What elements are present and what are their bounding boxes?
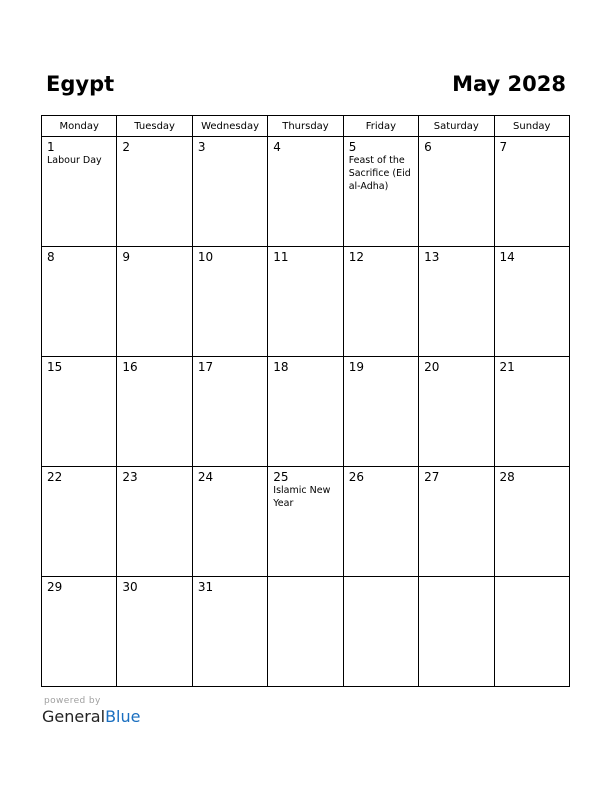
day-cell <box>494 247 569 357</box>
day-number: 29 <box>47 580 63 594</box>
day-cell <box>343 467 418 577</box>
day-cell <box>192 247 267 357</box>
day-number: 26 <box>348 470 364 484</box>
day-number <box>419 577 493 580</box>
day-cell <box>343 577 418 687</box>
day-cell <box>419 137 494 247</box>
week-row <box>42 137 570 247</box>
day-cell <box>343 357 418 467</box>
day-cell <box>494 357 569 467</box>
day-number: 19 <box>348 360 364 374</box>
day-number: 3 <box>197 140 206 154</box>
country-title: Egypt <box>46 72 115 96</box>
month-year-title: May 2028 <box>452 72 566 96</box>
weekday-header: Tuesday <box>117 116 192 137</box>
day-cell <box>343 247 418 357</box>
week-row <box>42 357 570 467</box>
calendar-grid <box>41 115 570 687</box>
day-cell <box>419 467 494 577</box>
day-cell <box>268 467 343 577</box>
weekday-header: Friday <box>343 116 418 137</box>
week-row <box>42 467 570 577</box>
day-cell <box>268 137 343 247</box>
holiday-label: Labour Day <box>47 155 102 166</box>
holiday-label: Islamic New Year <box>273 485 331 509</box>
week-row <box>42 577 570 687</box>
day-cell <box>494 467 569 577</box>
day-cell <box>494 137 569 247</box>
day-cell <box>192 467 267 577</box>
day-number: 13 <box>424 250 440 264</box>
day-number: 22 <box>47 470 63 484</box>
day-cell <box>268 357 343 467</box>
day-cell <box>192 577 267 687</box>
day-number: 14 <box>499 250 515 264</box>
logo-text-blue: Blue <box>105 707 141 726</box>
day-number: 18 <box>273 360 289 374</box>
day-number: 5 <box>348 140 357 154</box>
day-number: 31 <box>197 580 214 594</box>
day-number: 4 <box>273 140 281 154</box>
day-number <box>495 577 569 580</box>
day-number: 9 <box>122 250 131 264</box>
day-cell <box>494 577 569 687</box>
weekday-header: Monday <box>42 116 117 137</box>
day-number: 6 <box>424 140 432 154</box>
day-number: 17 <box>197 360 214 374</box>
day-cell <box>42 247 117 357</box>
weekday-header-row <box>42 116 570 137</box>
day-number: 16 <box>122 360 138 374</box>
logo-text-general: General <box>42 707 106 726</box>
day-number <box>268 577 342 580</box>
day-cell <box>268 577 343 687</box>
day-number: 12 <box>348 250 364 264</box>
day-cell <box>419 357 494 467</box>
day-number: 24 <box>197 470 214 484</box>
day-cell <box>117 357 192 467</box>
holiday-label: Feast of the Sacrifice (Eid al-Adha) <box>348 155 411 192</box>
day-cell <box>42 467 117 577</box>
day-cell <box>117 577 192 687</box>
day-number: 21 <box>499 360 515 374</box>
day-number: 23 <box>122 470 138 484</box>
day-number: 7 <box>499 140 508 154</box>
day-number: 10 <box>197 250 214 264</box>
day-cell <box>343 137 418 247</box>
day-cell <box>42 577 117 687</box>
day-cell <box>117 467 192 577</box>
day-number: 1 <box>47 140 55 154</box>
day-number: 20 <box>424 360 440 374</box>
day-number: 28 <box>499 470 515 484</box>
day-number: 25 <box>273 470 289 484</box>
day-cell <box>192 137 267 247</box>
day-cell <box>419 247 494 357</box>
day-number: 30 <box>122 580 138 594</box>
day-number: 27 <box>424 470 440 484</box>
day-cell <box>42 357 117 467</box>
day-number <box>344 577 418 580</box>
footer-branding <box>42 696 140 727</box>
day-cell <box>192 357 267 467</box>
powered-by-label: powered by <box>44 696 101 706</box>
day-cell <box>42 137 117 247</box>
day-cell <box>117 247 192 357</box>
day-number: 11 <box>273 250 289 264</box>
day-number: 15 <box>47 360 63 374</box>
weekday-header: Thursday <box>268 116 343 137</box>
week-row <box>42 247 570 357</box>
day-number: 2 <box>122 140 131 154</box>
day-number: 8 <box>47 250 55 264</box>
day-cell <box>117 137 192 247</box>
weekday-header: Saturday <box>419 116 494 137</box>
weekday-header: Sunday <box>494 116 569 137</box>
weekday-header: Wednesday <box>192 116 267 137</box>
day-cell <box>419 577 494 687</box>
generalblue-logo[interactable] <box>42 707 140 727</box>
day-cell <box>268 247 343 357</box>
